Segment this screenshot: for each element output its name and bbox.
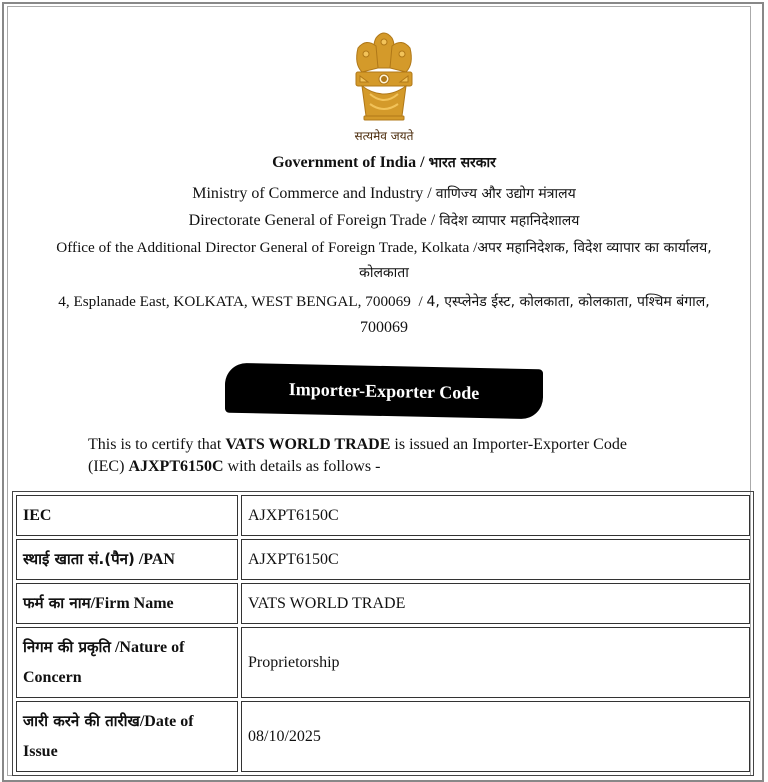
address-hi: 4, एस्प्लेनेड ईस्ट, कोलकाता, कोलकाता, पश्चिम बंगाल, <box>426 294 710 310</box>
office-line: Office of the Additional Director General of Foreign Trade, Kolkata /अपर महानिदेशक, विदेश व्यापार का कार्यालय, <box>56 239 712 256</box>
address-line: 4, Esplanade East, KOLKATA, WEST BENGAL, 700069 / 4, एस्प्लेनेड ईस्ट, कोलकाता, कोलकाता, पश्चिम बंगाल, <box>58 293 710 310</box>
national-motto: सत्यमेव जयते <box>354 129 414 143</box>
ministry-hi: वाणिज्य और उद्योग मंत्रालय <box>435 186 576 202</box>
label-hi: निगम की प्रकृति <box>23 638 111 656</box>
row-label <box>16 539 238 580</box>
office-en: Office of the Additional Director General of Foreign Trade, Kolkata <box>56 239 470 256</box>
label-en: /Firm Name <box>90 595 174 612</box>
row-label <box>16 701 238 772</box>
address-en: 4, Esplanade East, KOLKATA, WEST BENGAL, 700069 <box>58 293 411 310</box>
government-hi: भारत सरकार <box>428 155 496 171</box>
table-row <box>16 539 750 580</box>
ashoka-emblem-icon <box>344 24 424 144</box>
row-value: Proprietorship <box>241 627 750 698</box>
certify-prefix: This is to certify that <box>88 436 222 453</box>
label-en: /Nature of Concern <box>23 639 185 686</box>
label-hi: स्थाई खाता सं.(पैन) <box>23 550 135 568</box>
row-label <box>16 627 238 698</box>
certify-iec-prefix: (IEC) <box>88 458 125 475</box>
iec-title: Importer-Exporter Code <box>288 378 480 403</box>
table-row <box>16 701 750 772</box>
certify-firm: VATS WORLD TRADE <box>225 436 391 453</box>
office-line-2 <box>20 263 748 283</box>
label-en: /Date of Issue <box>23 713 194 760</box>
directorate-hi: विदेश व्यापार महानिदेशालय <box>439 213 580 229</box>
label-hi: जारी करने की तारीख <box>23 712 140 730</box>
row-label <box>16 495 238 536</box>
iec-title-banner <box>225 363 543 420</box>
directorate-en: Directorate General of Foreign Trade <box>188 212 427 229</box>
directorate-line: Directorate General of Foreign Trade / विदेश व्यापार महानिदेशालय <box>188 212 580 229</box>
government-en: Government of India <box>272 154 417 171</box>
table-row <box>16 627 750 698</box>
details-table <box>12 491 754 776</box>
row-label <box>16 583 238 624</box>
label-en: /PAN <box>134 551 175 568</box>
row-value: 08/10/2025 <box>241 701 750 772</box>
certify-suffix: with details as follows - <box>227 458 381 475</box>
certify-iec: AJXPT6150C <box>128 458 224 475</box>
office-hi: अपर महानिदेशक, विदेश व्यापार का कार्यालय, <box>477 240 712 256</box>
table-row <box>16 583 750 624</box>
row-value: AJXPT6150C <box>241 495 750 536</box>
certification-statement <box>88 434 728 478</box>
certify-middle: is issued an Importer-Exporter Code <box>394 436 627 453</box>
ministry-en: Ministry of Commerce and Industry <box>192 185 424 202</box>
address-pin: 700069 <box>360 319 408 336</box>
table-row <box>16 495 750 536</box>
government-line: Government of India / भारत सरकार <box>272 154 496 171</box>
row-value: VATS WORLD TRADE <box>241 583 750 624</box>
row-value: AJXPT6150C <box>241 539 750 580</box>
address-line-2 <box>20 318 748 338</box>
office-hi-2: कोलकाता <box>359 265 409 281</box>
ministry-line: Ministry of Commerce and Industry / वाणिज्य और उद्योग मंत्रालय <box>192 185 576 202</box>
label-hi: फर्म का नाम <box>23 594 91 612</box>
label-en: IEC <box>23 507 52 524</box>
